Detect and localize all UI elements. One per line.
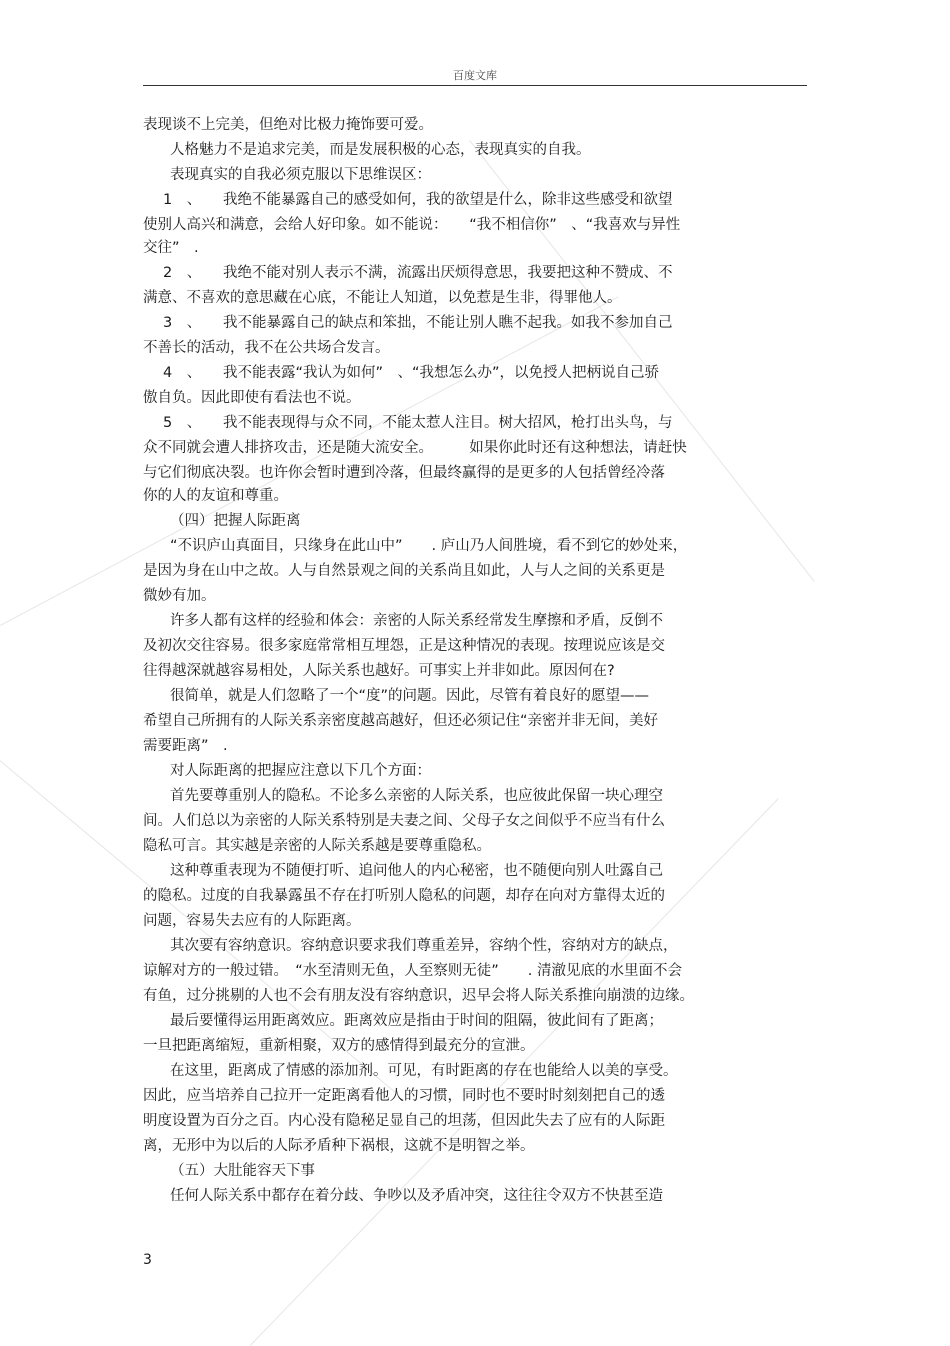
- text-line: 这种尊重表现为不随便打听、追问他人的内心秘密，也不随便向别人吐露自己: [170, 863, 663, 879]
- page-number: 3: [143, 1252, 152, 1268]
- text-line: “不识庐山真面目，只缘身在此山中” . 庐山乃人间胜境，看不到它的妙处来，: [170, 538, 688, 554]
- text-line: 对人际距离的把握应注意以下几个方面：: [170, 763, 431, 779]
- text-line: 及初次交往容易。很多家庭常常相互埋怨，正是这种情况的表现。按理说应该是交: [143, 638, 665, 654]
- text-line: 明度设置为百分之百。内心没有隐秘足显自己的坦荡，但因此失去了应有的人际距: [143, 1113, 665, 1129]
- text-line: 任何人际关系中都存在着分歧、争吵以及矛盾冲突，这往往令双方不快甚至造: [170, 1188, 663, 1204]
- text-line: 不善长的活动，我不在公共场合发言。: [143, 340, 390, 356]
- text-line: 表现真实的自我必须克服以下思维误区：: [170, 167, 431, 183]
- text-line: 4 、 我不能表露“我认为如何” 、“我想怎么办”，以免授人把柄说自己骄: [163, 365, 660, 381]
- text-line: 许多人都有这样的经验和体会：亲密的人际关系经常发生摩擦和矛盾，反倒不: [170, 613, 663, 629]
- text-line: 很简单，就是人们忽略了一个“度”的问题。因此，尽管有着良好的愿望——: [170, 688, 650, 704]
- text-line: 5 、 我不能表现得与众不同，不能太惹人注目。树大招风，枪打出头鸟，与: [163, 415, 673, 431]
- text-line: 使别人高兴和满意，会给人好印象。如不能说： “我不相信你” 、“我喜欢与异性: [143, 217, 681, 233]
- text-line: （五）大肚能容天下事: [170, 1163, 315, 1179]
- text-line: 因此，应当培养自己拉开一定距离看他人的习惯，同时也不要时时刻刻把自己的透: [143, 1088, 665, 1104]
- text-line: 2 、 我绝不能对别人表示不满，流露出厌烦得意思，我要把这种不赞成、不: [163, 265, 673, 281]
- text-line: 与它们彻底决裂。也许你会暂时遭到冷落，但最终赢得的是更多的人包括曾经冷落: [143, 465, 665, 481]
- text-line: 往得越深就越容易相处，人际关系也越好。可事实上并非如此。原因何在?: [143, 663, 615, 679]
- text-line: 你的人的友谊和尊重。: [143, 488, 288, 504]
- text-line: 需要距离” .: [143, 738, 228, 754]
- page-header-title: 百度文库: [453, 69, 497, 82]
- text-line: 最后要懂得运用距离效应。距离效应是指由于时间的阻隔，彼此间有了距离；: [170, 1013, 663, 1029]
- header-rule: [143, 85, 807, 86]
- text-line: 希望自己所拥有的人际关系亲密度越高越好，但还必须记住“亲密并非无间，美好: [143, 713, 659, 729]
- text-line: 3 、 我不能暴露自己的缺点和笨拙，不能让别人瞧不起我。如我不参加自己: [163, 315, 673, 331]
- text-line: 隐私可言。其实越是亲密的人际关系越是要尊重隐私。: [143, 838, 491, 854]
- text-line: 傲自负。因此即使有看法也不说。: [143, 390, 361, 406]
- text-line: 交往” .: [143, 240, 199, 256]
- text-line: （四）把握人际距离: [170, 513, 301, 529]
- text-line: 的隐私。过度的自我暴露虽不存在打听别人隐私的问题，却存在向对方靠得太近的: [143, 888, 665, 904]
- text-line: 表现谈不上完美，但绝对比极力掩饰要可爱。: [143, 117, 433, 133]
- text-line: 其次要有容纳意识。容纳意识要求我们尊重差异，容纳个性，容纳对方的缺点，: [170, 938, 678, 954]
- text-line: 微妙有加。: [143, 588, 216, 604]
- text-line: 满意、不喜欢的意思藏在心底，不能让人知道，以免惹是生非，得罪他人。: [143, 290, 622, 306]
- text-line: 一旦把距离缩短，重新相聚，双方的感情得到最充分的宣泄。: [143, 1038, 535, 1054]
- text-line: 间。人们总以为亲密的人际关系特别是夫妻之间、父母子女之间似乎不应当有什么: [143, 813, 665, 829]
- text-line: 众不同就会遭人排挤攻击，还是随大流安全。 如果你此时还有这种想法，请赶快: [143, 440, 687, 456]
- text-line: 离，无形中为以后的人际矛盾种下祸根，这就不是明智之举。: [143, 1138, 535, 1154]
- text-line: 是因为身在山中之故。人与自然景观之间的关系尚且如此，人与人之间的关系更是: [143, 563, 665, 579]
- text-line: 人格魅力不是追求完美，而是发展积极的心态，表现真实的自我。: [170, 142, 591, 158]
- text-line: 问题，容易失去应有的人际距离。: [143, 913, 361, 929]
- text-line: 有鱼，过分挑剔的人也不会有朋友没有容纳意识，迟早会将人际关系推向崩溃的边缘。: [143, 988, 694, 1004]
- text-line: 谅解对方的一般过错。 “水至清则无鱼，人至察则无徒” . 清澈见底的水里面不会: [143, 963, 682, 979]
- text-line: 1 、 我绝不能暴露自己的感受如何，我的欲望是什么，除非这些感受和欲望: [163, 192, 673, 208]
- text-line: 在这里，距离成了情感的添加剂。可见，有时距离的存在也能给人以美的享受。: [170, 1063, 678, 1079]
- text-line: 首先要尊重别人的隐私。不论多么亲密的人际关系，也应彼此保留一块心理空: [170, 788, 663, 804]
